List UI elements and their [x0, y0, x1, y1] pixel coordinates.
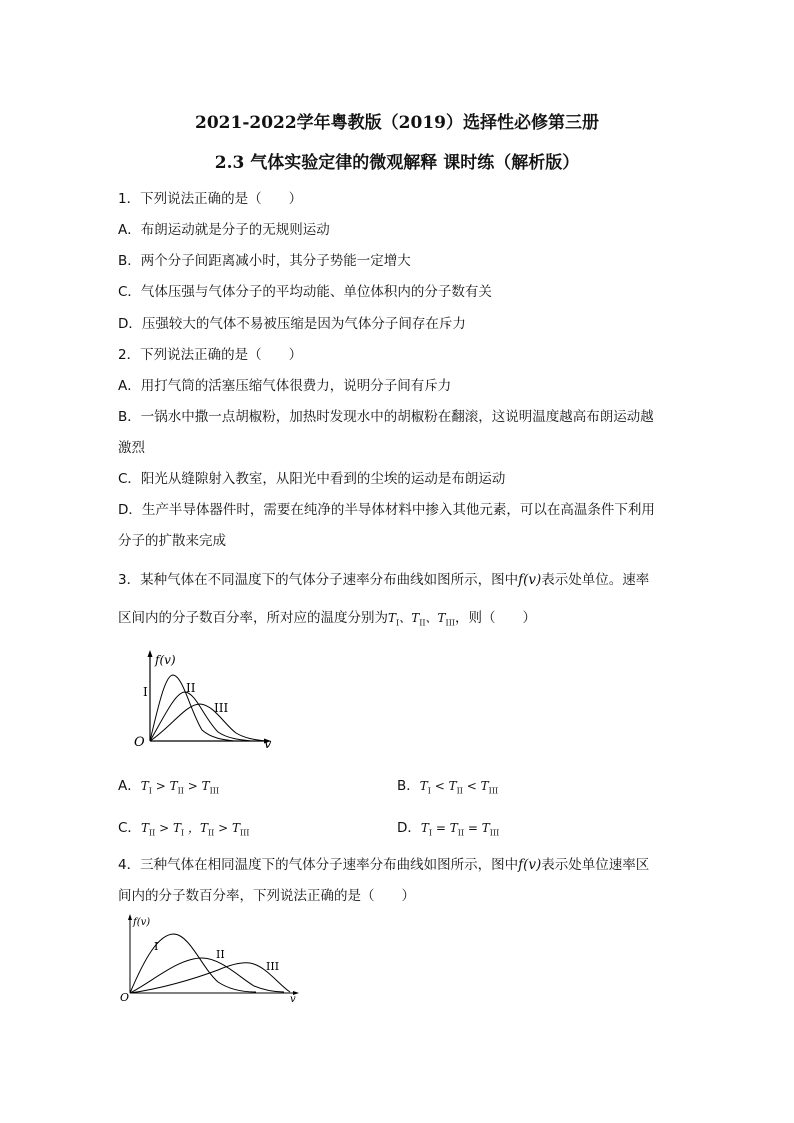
q3-option-b: B．$T_I < T_{II} < T_{III}$	[397, 778, 499, 796]
y-axis-arrow-icon	[128, 914, 132, 920]
fv-symbol: f(v)	[518, 857, 542, 873]
origin-label: O	[120, 991, 130, 1004]
q2-option-d-line2: 分子的扩散来完成	[118, 533, 226, 549]
q2-option-a: A．用打气筒的活塞压缩气体很费力，说明分子间有斥力	[118, 378, 452, 394]
q2-option-d-line1: D．生产半导体器件时，需要在纯净的半导体材料中掺入其他元素，可以在高温条件下利用	[118, 502, 655, 518]
curve-label-i: I	[154, 940, 159, 953]
q3-stem-line2: 区间内的分子数百分率，所对应的温度分别为$T_I$、$T_{II}$、$T_{III}$，则（ ）	[118, 610, 537, 628]
q2-option-c: C．阳光从缝隙射入教室，从阳光中看到的尘埃的运动是布朗运动	[118, 471, 506, 487]
curve-label-ii: II	[186, 681, 196, 695]
q3-option-c: C．$T_{II} > T_I$ ，$T_{II} > T_{III}$	[118, 820, 250, 838]
q3-stem-line1: 3．某种气体在不同温度下的气体分子速率分布曲线如图所示，图中f(v)表示处单位。速率	[118, 572, 650, 588]
curve-label-i: I	[143, 685, 148, 699]
page-title: 2021-2022学年粤教版（2019）选择性必修第三册	[195, 113, 599, 133]
temperature-symbols: $T_I$、$T_{II}$、$T_{III}$	[388, 611, 456, 628]
y-axis-label: f(v)	[133, 917, 151, 928]
curve-label-iii: III	[266, 960, 280, 973]
q4-stem-line1: 4．三种气体在相同温度下的气体分子速率分布曲线如图所示，图中f(v)表示处单位速率区	[118, 857, 650, 873]
curve-label-ii: II	[216, 948, 225, 961]
x-axis-label: v	[264, 737, 272, 750]
curve-label-iii: III	[214, 701, 229, 715]
curve-iii	[150, 704, 265, 741]
q2-option-b-line1: B．一锅水中撒一点胡椒粉，加热时发现水中的胡椒粉在翻滚，这说明温度越高布朗运动越	[118, 409, 654, 425]
x-axis-label: v	[290, 994, 296, 1004]
q1-option-d: D．压强较大的气体不易被压缩是因为气体分子间存在斥力	[118, 316, 466, 332]
q2-stem: 2．下列说法正确的是（ ）	[118, 347, 303, 363]
y-axis-arrow-icon	[148, 650, 153, 657]
q1-option-b: B．两个分子间距离减小时，其分子势能一定增大	[118, 253, 411, 269]
q4-distribution-figure	[118, 912, 304, 1004]
page-subtitle: 2.3 气体实验定律的微观解释 课时练（解析版）	[214, 153, 580, 173]
q1-stem: 1．下列说法正确的是（ ）	[118, 191, 303, 207]
fv-symbol: f(v)	[518, 572, 542, 588]
q3-option-a: A．$T_I > T_{II} > T_{III}$	[118, 778, 220, 796]
q1-option-c: C．气体压强与气体分子的平均动能、单位体积内的分子数有关	[118, 284, 492, 300]
q4-stem-line2: 间内的分子数百分率，下列说法正确的是（ ）	[118, 888, 415, 904]
q3-distribution-figure	[130, 648, 280, 750]
origin-label: O	[134, 735, 145, 750]
q3-option-d: D．$T_I = T_{II} = T_{III}$	[397, 820, 500, 838]
y-axis-label: f(v)	[155, 653, 176, 667]
q1-option-a: A．布朗运动就是分子的无规则运动	[118, 222, 330, 238]
curve-ii	[130, 958, 284, 993]
q2-option-b-line2: 激烈	[118, 440, 145, 456]
